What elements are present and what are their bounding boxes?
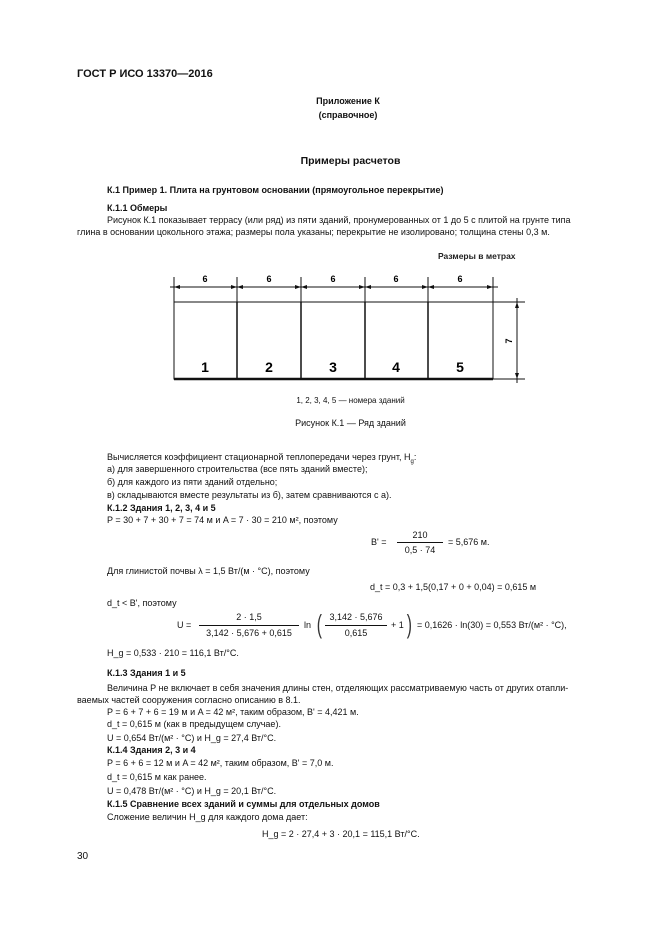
u-open-paren: ( <box>316 609 322 639</box>
b-prime-numerator: 210 <box>412 530 428 540</box>
k15-equation: H_g = 2 · 27,4 + 3 · 20,1 = 115,1 Вт/°С. <box>262 829 420 839</box>
b-prime-denominator: 0,5 · 74 <box>404 545 436 555</box>
appendix-subtitle: (справочное) <box>318 110 378 120</box>
u-denominator: 3,142 · 5,676 + 0,615 <box>206 628 292 638</box>
intro-line: Вычисляется коэффициент стационарной теплопередачи через грунт, $H_g$: <box>107 452 417 465</box>
k12-line: P = 30 + 7 + 30 + 7 = 74 м и A = 7 · 30 = 210 м², поэтому <box>107 515 338 525</box>
k13-paragraph-line2: ваемых частей сооружения согласно описанию в 8.1. <box>77 695 301 705</box>
appendix-title: Приложение К <box>316 96 380 106</box>
page-number: 30 <box>77 851 89 862</box>
figure-row-of-buildings <box>160 262 530 387</box>
intro-item-a: а) для завершенного строительства (все пять зданий вместе); <box>107 464 368 474</box>
k11-paragraph-line2: глина в основании цокольного этажа; размеры пола указаны; перекрытие не изолировано; толщина стены 0,3 м. <box>77 227 550 237</box>
intro-item-c: в) складываются вместе результаты из б), затем сравниваются с а). <box>107 490 392 500</box>
height-label: 7 <box>504 338 514 344</box>
u-numerator: 2 · 1,5 <box>236 612 262 622</box>
u-plus-one: + 1 <box>391 620 404 630</box>
building-number-3: 3 <box>329 359 337 375</box>
soil-line: Для глинистой почвы λ = 1,5 Вт/(м · °С), поэтому <box>107 566 310 576</box>
k13-line2: d_t = 0,615 м (как в предыдущем случае). <box>107 719 281 729</box>
u-inner-denominator: 0,615 <box>344 628 368 638</box>
k14-line3: U = 0,478 Вт/(м² · °С) и H_g = 20,1 Вт/°С. <box>107 786 277 796</box>
k11-paragraph-line1: Рисунок К.1 показывает террасу (или ряд) из пяти зданий, пронумерованных от 1 до 5 с плитой на грунте типа <box>107 215 571 225</box>
width-label-3: 6 <box>330 274 336 284</box>
k14-line2: d_t = 0,615 м как ранее. <box>107 772 207 782</box>
hg-equation: H_g = 0,533 · 210 = 116,1 Вт/°С. <box>107 648 239 658</box>
k14-line1: P = 6 + 6 = 12 м и A = 42 м², таким образом, B' = 7,0 м. <box>107 758 334 768</box>
figure-units-label: Размеры в метрах <box>438 251 516 261</box>
u-fraction-bar <box>199 625 299 626</box>
u-result: = 0,1626 · ln(30) = 0,553 Вт/(м² · °С), <box>417 620 567 630</box>
k14-heading: К.1.4 Здания 2, 3 и 4 <box>107 745 196 755</box>
u-ln: ln <box>304 620 312 630</box>
u-inner-fraction-bar <box>325 625 387 626</box>
u-close-paren: ) <box>406 609 412 639</box>
k13-paragraph-line1: Величина P не включает в себя значения длины стен, отделяющих рассматриваемую часть от других отапли- <box>107 683 569 693</box>
u-lhs: U = <box>177 620 192 630</box>
building-number-4: 4 <box>392 359 400 375</box>
width-label-4: 6 <box>393 274 399 284</box>
k12-heading: К.1.2 Здания 1, 2, 3, 4 и 5 <box>107 503 216 513</box>
k11-heading: К.1.1 Обмеры <box>107 203 168 213</box>
k13-heading: К.1.3 Здания 1 и 5 <box>107 668 186 678</box>
k1-heading: К.1 Пример 1. Плита на грунтовом основании (прямоугольное перекрытие) <box>107 185 444 195</box>
width-label-5: 6 <box>457 274 463 284</box>
building-number-2: 2 <box>265 359 273 375</box>
width-label-1: 6 <box>202 274 208 284</box>
u-inner-numerator: 3,142 · 5,676 <box>329 612 383 622</box>
width-label-2: 6 <box>266 274 272 284</box>
dt-comparison: d_t < B', поэтому <box>107 598 177 608</box>
b-prime-lhs: B' = <box>371 537 387 547</box>
k13-line3: U = 0,654 Вт/(м² · °С) и H_g = 27,4 Вт/°С. <box>107 733 277 743</box>
b-prime-fraction-bar <box>397 542 443 543</box>
k13-line1: P = 6 + 7 + 6 = 19 м и A = 42 м², таким образом, B' = 4,421 м. <box>107 707 359 717</box>
building-number-1: 1 <box>201 359 209 375</box>
b-prime-result: = 5,676 м. <box>448 537 490 547</box>
figure-legend: 1, 2, 3, 4, 5 — номера зданий <box>296 396 405 405</box>
figure-caption: Рисунок К.1 — Ряд зданий <box>295 418 406 428</box>
document-id: ГОСТ Р ИСО 13370—2016 <box>77 68 213 80</box>
k15-line1: Сложение величин H_g для каждого дома дает: <box>107 812 308 822</box>
k15-heading: К.1.5 Сравнение всех зданий и суммы для отдельных домов <box>107 799 380 809</box>
section-title: Примеры расчетов <box>300 155 401 167</box>
building-number-5: 5 <box>456 359 464 375</box>
dt-equation: d_t = 0,3 + 1,5(0,17 + 0 + 0,04) = 0,615 м <box>370 582 537 592</box>
intro-item-b: б) для каждого из пяти зданий отдельно; <box>107 477 278 487</box>
